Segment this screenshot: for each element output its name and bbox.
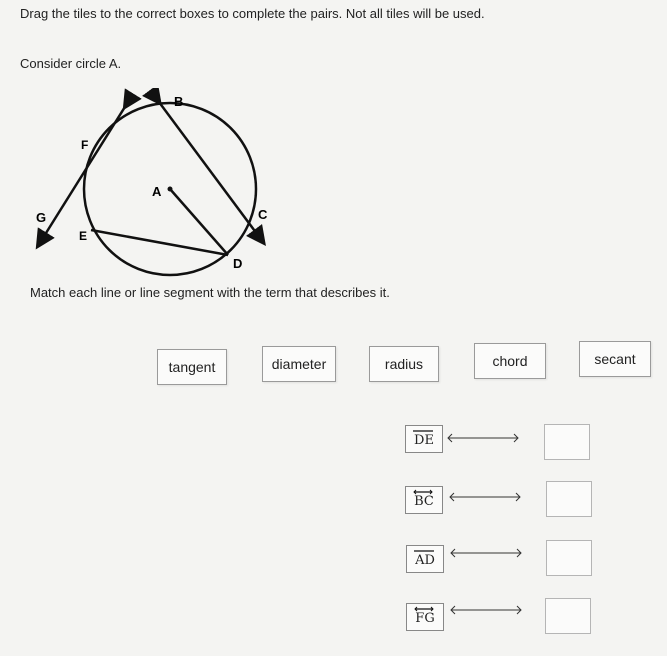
label-e: E — [79, 229, 88, 243]
tile-chord[interactable]: chord — [474, 343, 546, 379]
term-bc-label: BC — [414, 494, 434, 509]
line-double-arrow-icon — [413, 489, 433, 495]
tile-tangent[interactable]: tangent — [157, 349, 227, 385]
label-g: G — [36, 210, 47, 225]
pair-arrow-icon — [449, 547, 525, 559]
label-c: C — [258, 207, 268, 222]
drop-box-fg[interactable] — [545, 598, 591, 634]
center-point-a — [168, 187, 173, 192]
term-fg-label: FG — [415, 611, 435, 626]
label-f: F — [81, 138, 89, 152]
segment-bar-icon — [413, 428, 433, 434]
tile-secant[interactable]: secant — [579, 341, 651, 377]
drop-box-ad[interactable] — [546, 540, 592, 576]
tile-diameter[interactable]: diameter — [262, 346, 336, 382]
drop-box-bc[interactable] — [546, 481, 592, 517]
term-bc — [405, 486, 443, 514]
consider-text: Consider circle A. — [20, 56, 122, 71]
line-bc — [156, 98, 260, 238]
instructions-text: Drag the tiles to the correct boxes to complete the pairs. Not all tiles will be used. — [20, 6, 485, 21]
term-ad — [406, 545, 444, 573]
term-de-label: DE — [414, 433, 434, 448]
segment-bar-icon — [414, 548, 434, 554]
label-d: D — [233, 256, 243, 271]
pair-arrow-icon — [446, 432, 522, 444]
line-double-arrow-icon — [414, 606, 434, 612]
label-a: A — [152, 184, 162, 199]
line-fg — [41, 102, 128, 241]
drop-box-de[interactable] — [544, 424, 590, 460]
tile-radius[interactable]: radius — [369, 346, 439, 382]
term-de — [405, 425, 443, 453]
term-ad-label: AD — [415, 553, 435, 568]
circle-figure — [28, 88, 278, 283]
pair-arrow-icon — [449, 604, 525, 616]
pair-arrow-icon — [448, 491, 524, 503]
term-fg — [406, 603, 444, 631]
match-prompt: Match each line or line segment with the term that describes it. — [30, 285, 390, 300]
label-b: B — [174, 94, 184, 109]
